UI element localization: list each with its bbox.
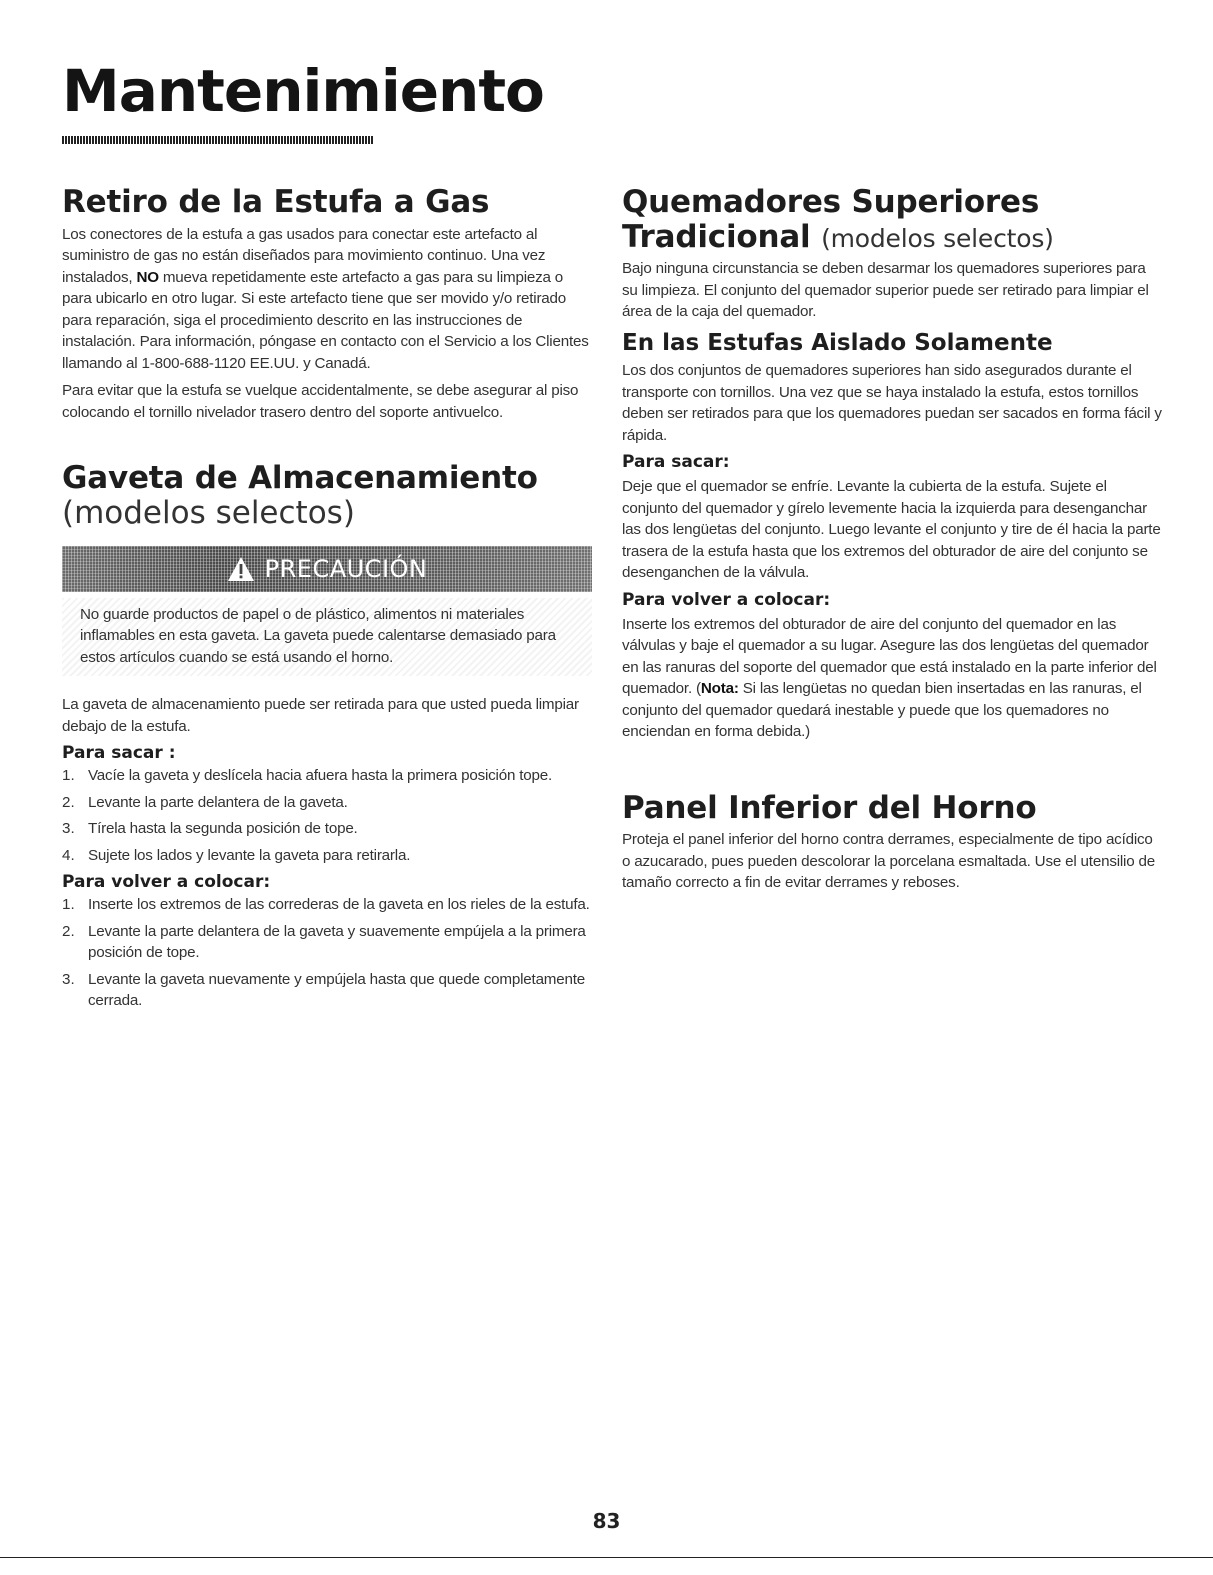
title-underline bbox=[62, 136, 374, 144]
paragraph-anti-tip: Para evitar que la estufa se vuelque accidentalmente, se debe asegurar al piso colocando el tornillo nivelador trasero dentro del soporte antivuelco. bbox=[62, 382, 579, 421]
paragraph-shipping-screws: Los dos conjuntos de quemadores superiores han sido asegurados durante el transporte con tornillos. Una vez que se haya instalado la estufa, estos tornillos deben ser retirados para que los quemadores puedan ser sacados en forma fácil y rápida. bbox=[622, 362, 1162, 444]
list-item: 3. Levante la gaveta nuevamente y empújela hasta que quede completamente cerrada. bbox=[62, 970, 586, 1010]
replace-drawer-steps bbox=[62, 894, 592, 1012]
remove-drawer-steps bbox=[62, 765, 592, 866]
heading-storage-drawer: Gaveta de Almacenamiento bbox=[62, 460, 538, 497]
list-item: 2. Levante la parte delantera de la gaveta y suavemente empújela a la primera posición de tope. bbox=[62, 922, 586, 962]
footer-rule bbox=[0, 1557, 1213, 1558]
page-title: Mantenimiento bbox=[62, 57, 544, 125]
heading-replace-burner: Para volver a colocar: bbox=[622, 589, 831, 610]
paragraph-gas-connectors: Los conectores de la estufa a gas usados para conectar este artefacto al suministro de gas no están diseñados para movimiento continuo. Una vez instalados, NO mueva repetidamente este artefacto a gas para su limpieza o para ubicarlo en otro lugar. Si este artefacto tiene que ser movido y/o retirado para reparación, siga el procedimiento descrito en las instrucciones de instalación. Para información, póngase en contacto con el Servicio a los Clientes llamando al 1-800-688-1120 EE.UU. y Canadá. bbox=[62, 225, 589, 372]
paragraph-replace-burner: Inserte los extremos del obturador de aire del conjunto del quemador en las válvulas y baje el quemador a su lugar. Asegure las dos lengüetas del quemador en las ranuras del soporte del quemador que está instalado en la parte inferior del quemador. (Nota: Si las lengüetas no quedan bien insertadas en las ranuras, el conjunto del quemador quedará inestable y puede que los quemadores no enciendan en forma debida.) bbox=[622, 615, 1157, 741]
list-item: 4. Sujete los lados y levante la gaveta para retirarla. bbox=[62, 846, 411, 864]
list-item: 2. Levante la parte delantera de la gaveta. bbox=[62, 793, 348, 811]
caution-label: PRECAUCIÓN bbox=[264, 554, 428, 583]
paragraph-oven-bottom: Proteja el panel inferior del horno contra derrames, especialmente de tipo acídico o azucarado, pues pueden descolorar la porcelana esmaltada. Use el utensilio de tamaño correcto a fin de evitar derrames y reboses. bbox=[622, 831, 1155, 892]
heading-oven-bottom-panel: Panel Inferior del Horno bbox=[622, 789, 1037, 826]
heading-top-burners: Quemadores Superiores Tradicional (modelos selectos) bbox=[622, 184, 1054, 255]
heading-remove-drawer: Para sacar : bbox=[62, 743, 176, 764]
warning-triangle-icon bbox=[227, 556, 255, 582]
caution-banner bbox=[62, 546, 592, 592]
right-column bbox=[622, 185, 1162, 900]
list-item: 3. Tírela hasta la segunda posición de tope. bbox=[62, 820, 358, 838]
heading-replace-drawer: Para volver a colocar: bbox=[62, 872, 271, 893]
list-item: 1. Inserte los extremos de las correderas de la gaveta en los rieles de la estufa. bbox=[62, 896, 590, 914]
paragraph-remove-burner: Deje que el quemador se enfríe. Levante la cubierta de la estufa. Sujete el conjunto del quemador y gírelo levemente hacia la izquierda para desenganchar las dos lengüetas del conjunto. Luego levante el conjunto y tire de él hacia la parte trasera de la estufa hasta que los extremos del obturador de aire del conjunto se desenganchen de la válvula. bbox=[622, 478, 1161, 582]
page-number: 83 bbox=[592, 1509, 621, 1533]
list-item: 1. Vacíe la gaveta y deslícela hacia afuera hasta la primera posición tope. bbox=[62, 767, 553, 785]
paragraph-burners-intro: Bajo ninguna circunstancia se deben desarmar los quemadores superiores para su limpieza. El conjunto del quemador superior puede ser retirado para limpiar el área de la caja del quemador. bbox=[622, 260, 1149, 321]
left-column bbox=[62, 185, 592, 1017]
heading-sealed-ranges-only: En las Estufas Aislado Solamente bbox=[622, 329, 1053, 356]
subheading-select-models: (modelos selectos) bbox=[62, 494, 355, 531]
heading-remove-burner: Para sacar: bbox=[622, 452, 730, 473]
caution-message: No guarde productos de papel o de plástico, alimentos ni materiales inflamables en esta gaveta. La gaveta puede calentarse demasiado para estos artículos cuando se está usando el horno. bbox=[62, 598, 592, 677]
paragraph-drawer-intro: La gaveta de almacenamiento puede ser retirada para que usted pueda limpiar debajo de la estufa. bbox=[62, 696, 579, 735]
note-label: Nota: bbox=[700, 680, 739, 698]
heading-gas-range-removal: Retiro de la Estufa a Gas bbox=[62, 184, 490, 220]
